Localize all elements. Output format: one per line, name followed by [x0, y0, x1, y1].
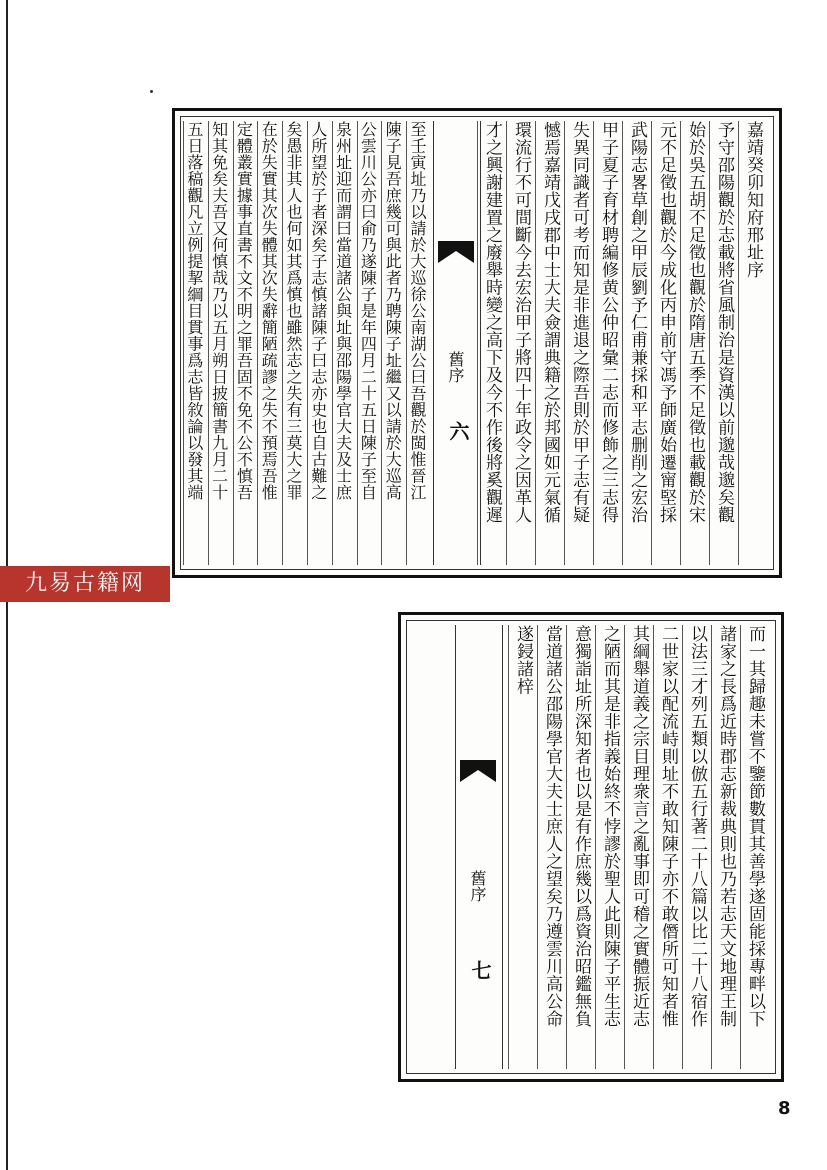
upper-center-band [433, 121, 481, 565]
text-column: 當道諸公邵陽學官大夫士庶人之望矣乃遵雲川高公命 [537, 625, 566, 1069]
text-column: 武陽志畧草創之甲辰劉予仁甫兼採和平志删削之宏治 [622, 121, 651, 565]
fishtail-mark-icon [460, 760, 496, 782]
scan-speck [150, 90, 153, 93]
watermark-banner: 九易古籍网 [0, 566, 170, 602]
text-column: 予守邵陽觀於志載將省風制治是資漢以前邈哉邈矣觀 [709, 121, 738, 565]
text-column: 始於吳五胡不足徵也觀於隋唐五季不足徵也載觀於宋 [680, 121, 709, 565]
section-label: 舊序 [446, 351, 465, 383]
text-column: 二世家以配流峙則址不敢知陳子亦不敢僭所可知者惟 [653, 625, 682, 1069]
lower-center-band [455, 625, 503, 1069]
lower-book-page [398, 612, 784, 1082]
fishtail-mark-icon [438, 241, 474, 263]
folio-number: 七 [468, 960, 492, 980]
text-column: 至壬寅址乃以請於大巡徐公南湖公曰吾觀於閩惟晉江 [406, 121, 431, 565]
text-column: 環流行不可間斷今去宏治甲子將四十年政令之因革人 [506, 121, 535, 565]
text-column: 而一其歸趣未嘗不鑒節數貫其善學遂固能採專畔以下 [740, 625, 769, 1069]
text-column: 五日落稿觀凡立例提挈綱目貫事爲志皆敘論以發其端 [183, 121, 208, 565]
text-column: 定體叢實據事直書不文不明之罪吾固不免不公不慎吾 [233, 121, 258, 565]
scan-page-number: 8 [778, 1098, 791, 1119]
text-column: 失異同識者可考而知是非進退之際吾則於甲子志有疑 [564, 121, 593, 565]
text-column: 人所望於子者深矣子志慎諸陳子曰志亦史也自古難之 [307, 121, 332, 565]
text-column: 才之興謝建置之廢舉時變之高下及今不作後將奚觀遲 [477, 121, 506, 565]
folio-number: 六 [446, 421, 470, 441]
text-column: 甲子夏子育材聘編修黄公仲昭彙二志而修飾之三志得 [593, 121, 622, 565]
text-column: 在於失實其次失體其次失辭簡陋疏謬之失不預焉吾惟 [257, 121, 282, 565]
text-column: 意獨詣址所深知者也以是有作庶幾以爲資治昭鑑無負 [566, 625, 595, 1069]
upper-right-columns [477, 121, 767, 565]
upper-book-page [172, 108, 782, 578]
text-column: 公雲川公亦曰俞乃遂陳子是年四月二十五日陳子至自 [357, 121, 382, 565]
text-column: 憾焉嘉靖戊戌郡中士大夫僉謂典籍之於邦國如元氣循 [535, 121, 564, 565]
upper-left-columns [183, 121, 431, 565]
text-column: 嘉靖癸卯知府邢址序 [738, 121, 767, 565]
text-column: 元不足徵也觀於今成化丙申前守馮予師廣始遷甯堅採 [651, 121, 680, 565]
section-label: 舊序 [468, 870, 487, 902]
text-column: 遂鋟諸梓 [508, 625, 537, 1069]
text-column: 之陋而其是非指義始終不悖謬於聖人此則陳子平生志 [595, 625, 624, 1069]
text-column: 以法三才列五類以倣五行著二十八篇以比二十八宿作 [682, 625, 711, 1069]
text-column: 諸家之長爲近時郡志新裁典則也乃若志天文地理王制 [711, 625, 740, 1069]
text-column: 泉州址迎而謂曰當道諸公與址與邵陽學官大夫及士庶 [332, 121, 357, 565]
text-column: 矣愚非其人也何如其爲慎也雖然志之失有三莫大之罪 [282, 121, 307, 565]
text-column: 知其免矣夫吾又何慎哉乃以五月朔日披簡書九月二十 [208, 121, 233, 565]
text-column: 其綱舉道義之宗目理衆言之亂事即可稽之實體振近志 [624, 625, 653, 1069]
lower-columns [508, 625, 769, 1069]
text-column: 陳子見吾庶幾可與此者乃聘陳子址繼又以請於大巡高 [381, 121, 406, 565]
